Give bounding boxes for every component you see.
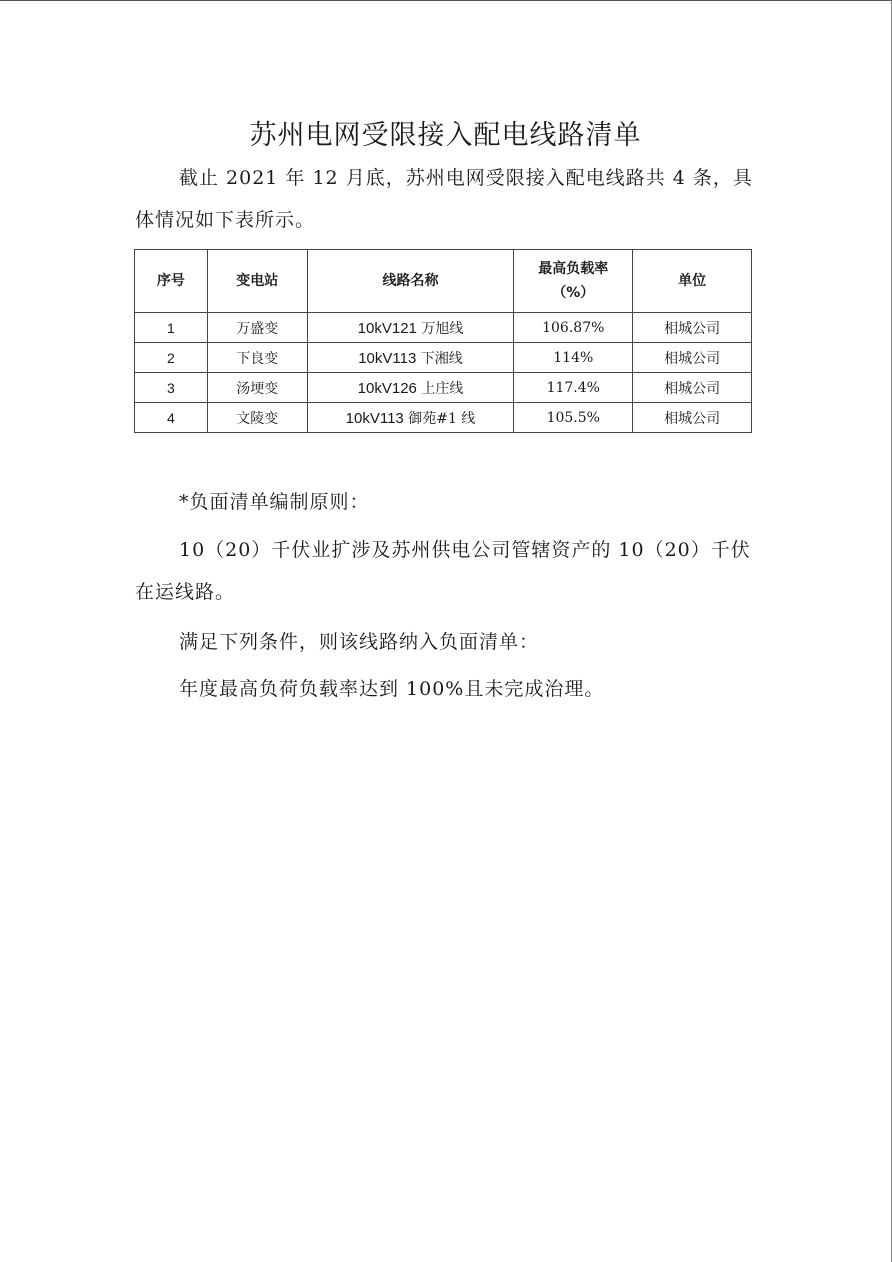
principle-paragraph: 10（20）千伏业扩涉及苏州供电公司管辖资产的 10（20）千伏在运线路。 bbox=[135, 539, 751, 603]
cell-unit: 相城公司 bbox=[633, 313, 752, 343]
line-code: 10kV121 bbox=[357, 319, 417, 337]
cell-line-name bbox=[307, 373, 514, 403]
table-row bbox=[135, 403, 752, 433]
line-code: 10kV126 bbox=[357, 379, 417, 397]
principle-heading: *负面清单编制原则： bbox=[179, 491, 370, 513]
cell-substation: 文陵变 bbox=[207, 403, 307, 433]
header-substation: 变电站 bbox=[207, 250, 307, 313]
line-code: 10kV113 bbox=[358, 349, 417, 367]
cell-substation: 下良变 bbox=[207, 343, 307, 373]
cell-line-name bbox=[307, 403, 514, 433]
line-label: 御苑#1 线 bbox=[403, 410, 476, 427]
cell-line-name bbox=[307, 313, 514, 343]
table-row bbox=[135, 373, 752, 403]
cell-unit: 相城公司 bbox=[633, 373, 752, 403]
table-header-row bbox=[135, 250, 752, 313]
condition-paragraph: 年度最高负荷负载率达到 100%且未完成治理。 bbox=[179, 678, 605, 700]
cell-index: 3 bbox=[135, 373, 208, 403]
header-unit: 单位 bbox=[633, 250, 752, 313]
cell-rate: 106.87% bbox=[514, 313, 633, 343]
restricted-lines-table bbox=[134, 249, 752, 433]
cell-substation: 万盛变 bbox=[207, 313, 307, 343]
line-code: 10kV113 bbox=[345, 409, 404, 427]
line-label: 下湘线 bbox=[416, 350, 463, 367]
cell-unit: 相城公司 bbox=[633, 343, 752, 373]
cell-unit: 相城公司 bbox=[633, 403, 752, 433]
cell-rate: 105.5% bbox=[514, 403, 633, 433]
header-line-name: 线路名称 bbox=[307, 250, 514, 313]
condition-heading: 满足下列条件，则该线路纳入负面清单： bbox=[179, 631, 540, 653]
cell-index: 1 bbox=[135, 313, 208, 343]
cell-rate: 114% bbox=[514, 343, 633, 373]
header-max-load-rate-unit: （%） bbox=[552, 285, 595, 301]
header-max-load-rate-label: 最高负载率 bbox=[538, 261, 609, 277]
cell-index: 4 bbox=[135, 403, 208, 433]
table-row bbox=[135, 313, 752, 343]
header-max-load-rate bbox=[514, 250, 633, 313]
line-label: 万旭线 bbox=[416, 320, 464, 337]
cell-rate: 117.4% bbox=[514, 373, 633, 403]
cell-line-name bbox=[307, 343, 514, 373]
document-title: 苏州电网受限接入配电线路清单 bbox=[249, 120, 642, 151]
header-index: 序号 bbox=[135, 250, 208, 313]
table-row bbox=[135, 343, 752, 373]
intro-paragraph: 截止 2021 年 12 月底，苏州电网受限接入配电线路共 4 条，具体情况如下表所示。 bbox=[135, 167, 753, 231]
line-label: 上庄线 bbox=[416, 380, 464, 397]
cell-substation: 汤埂变 bbox=[207, 373, 307, 403]
cell-index: 2 bbox=[135, 343, 208, 373]
